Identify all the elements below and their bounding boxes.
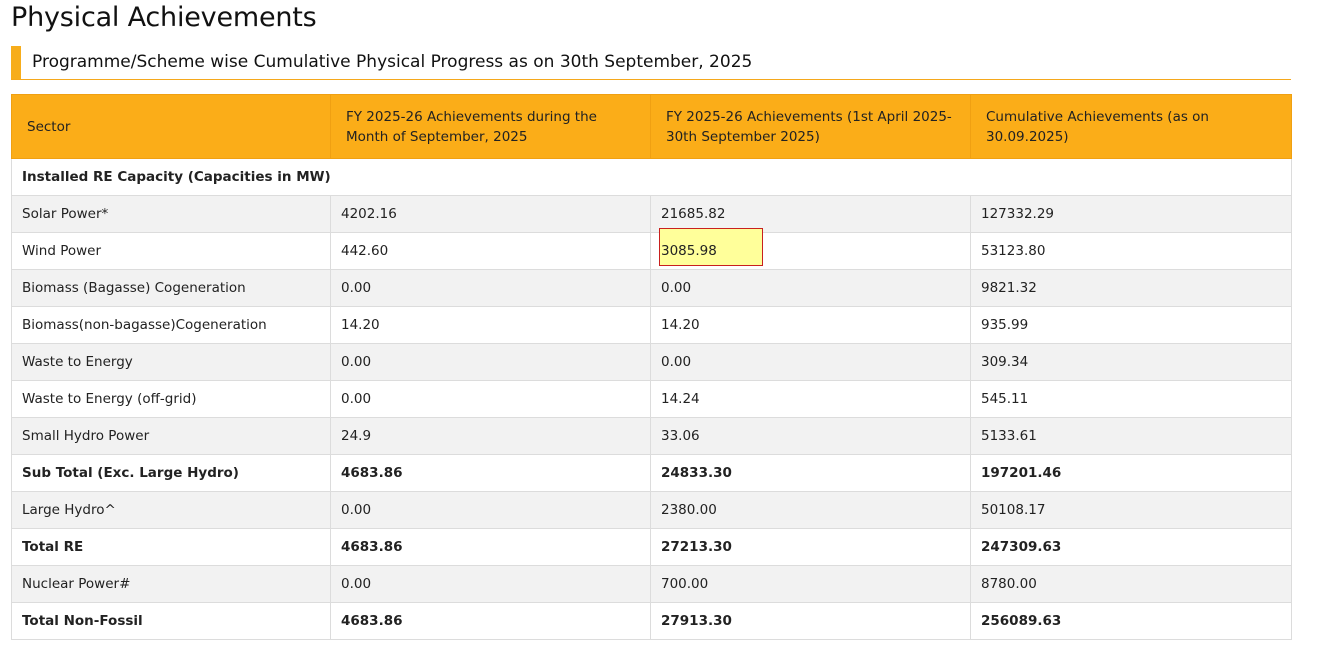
cell-sector: Nuclear Power# <box>12 566 331 603</box>
section-label: Installed RE Capacity (Capacities in MW) <box>12 159 1292 196</box>
cell-month: 0.00 <box>331 381 651 418</box>
section-heading-text: Programme/Scheme wise Cumulative Physical Progress as on 30th September, 2025 <box>32 52 753 72</box>
table-row <box>12 196 1292 233</box>
cell-sector: Total RE <box>12 529 331 566</box>
cell-month: 4202.16 <box>331 196 651 233</box>
table-row-total-re <box>12 529 1292 566</box>
cell-month: 442.60 <box>331 233 651 270</box>
cell-cumulative: 53123.80 <box>971 233 1292 270</box>
table-row <box>12 492 1292 529</box>
cell-sector: Solar Power* <box>12 196 331 233</box>
cell-fy: 700.00 <box>651 566 971 603</box>
cell-cumulative: 545.11 <box>971 381 1292 418</box>
cell-cumulative: 309.34 <box>971 344 1292 381</box>
table-row <box>12 270 1292 307</box>
header-fy-achievements: FY 2025-26 Achievements (1st April 2025-30th September 2025) <box>651 95 971 159</box>
cell-cumulative: 256089.63 <box>971 603 1292 640</box>
cell-fy: 14.20 <box>651 307 971 344</box>
cell-sector: Biomass(non-bagasse)Cogeneration <box>12 307 331 344</box>
table-row <box>12 418 1292 455</box>
cell-cumulative: 50108.17 <box>971 492 1292 529</box>
cell-month: 4683.86 <box>331 455 651 492</box>
highlight-wrapper <box>661 243 960 259</box>
cell-fy: 14.24 <box>651 381 971 418</box>
header-sector: Sector <box>12 95 331 159</box>
cell-fy: 33.06 <box>651 418 971 455</box>
cell-fy: 27213.30 <box>651 529 971 566</box>
section-heading <box>11 46 1291 80</box>
table-row <box>12 307 1292 344</box>
cell-month: 0.00 <box>331 492 651 529</box>
table-row <box>12 344 1292 381</box>
cell-month: 0.00 <box>331 344 651 381</box>
cell-cumulative: 935.99 <box>971 307 1292 344</box>
cell-month: 4683.86 <box>331 529 651 566</box>
cell-sector: Small Hydro Power <box>12 418 331 455</box>
cell-fy: 27913.30 <box>651 603 971 640</box>
cell-fy: 0.00 <box>651 270 971 307</box>
cell-sector: Sub Total (Exc. Large Hydro) <box>12 455 331 492</box>
cell-fy: 21685.82 <box>651 196 971 233</box>
table-row <box>12 233 1292 270</box>
cell-fy-highlighted <box>651 233 971 270</box>
cell-sector: Waste to Energy (off-grid) <box>12 381 331 418</box>
highlighted-value: 3085.98 <box>661 243 717 259</box>
cell-fy: 0.00 <box>651 344 971 381</box>
cell-sector: Wind Power <box>12 233 331 270</box>
header-cumulative-achievements: Cumulative Achievements (as on 30.09.2025) <box>971 95 1292 159</box>
table-row-subtotal <box>12 455 1292 492</box>
cell-sector: Biomass (Bagasse) Cogeneration <box>12 270 331 307</box>
table-row <box>12 381 1292 418</box>
cell-cumulative: 9821.32 <box>971 270 1292 307</box>
cell-fy: 2380.00 <box>651 492 971 529</box>
cell-sector: Total Non-Fossil <box>12 603 331 640</box>
cell-month: 0.00 <box>331 566 651 603</box>
cell-sector: Large Hydro^ <box>12 492 331 529</box>
cell-cumulative: 247309.63 <box>971 529 1292 566</box>
section-accent-bar <box>11 46 21 79</box>
cell-cumulative: 197201.46 <box>971 455 1292 492</box>
header-month-achievements: FY 2025-26 Achievements during the Month of September, 2025 <box>331 95 651 159</box>
table-row <box>12 566 1292 603</box>
page-title: Physical Achievements <box>11 2 317 33</box>
achievements-table <box>11 94 1292 640</box>
table-row-total-non-fossil <box>12 603 1292 640</box>
cell-sector: Waste to Energy <box>12 344 331 381</box>
cell-month: 4683.86 <box>331 603 651 640</box>
cell-fy: 24833.30 <box>651 455 971 492</box>
table-header-row <box>12 95 1292 159</box>
cell-cumulative: 5133.61 <box>971 418 1292 455</box>
cell-cumulative: 127332.29 <box>971 196 1292 233</box>
table-section-row <box>12 159 1292 196</box>
cell-month: 24.9 <box>331 418 651 455</box>
cell-cumulative: 8780.00 <box>971 566 1292 603</box>
cell-month: 14.20 <box>331 307 651 344</box>
cell-month: 0.00 <box>331 270 651 307</box>
